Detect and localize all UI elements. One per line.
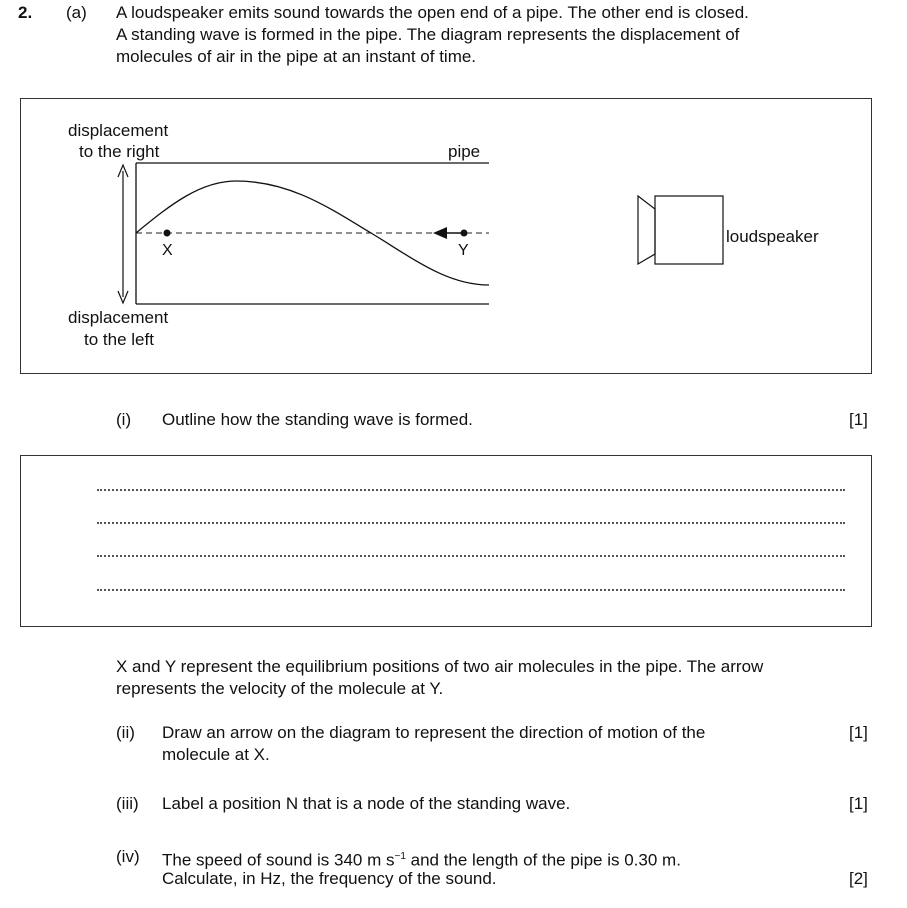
answer-line-2[interactable] xyxy=(97,522,845,524)
standing-wave-diagram xyxy=(21,99,871,373)
part-i-number: (i) xyxy=(116,410,132,429)
answer-line-4[interactable] xyxy=(97,589,845,591)
part-iv-marks: [2] xyxy=(849,869,868,888)
velocity-arrowhead-y xyxy=(433,227,447,239)
label-displacement-right-2: to the right xyxy=(79,142,160,161)
intro-line-1: A loudspeaker emits sound towards the open end of a pipe. The other end is closed. xyxy=(116,3,749,22)
part-i-text: Outline how the standing wave is formed. xyxy=(162,410,473,429)
info-line-1: X and Y represent the equilibrium positions of two air molecules in the pipe. The arrow xyxy=(116,657,764,676)
info-line-2: represents the velocity of the molecule at Y. xyxy=(116,679,444,698)
part-ii-line-2: molecule at X. xyxy=(162,745,270,764)
loudspeaker-body-icon xyxy=(655,196,723,264)
part-iv-number: (iv) xyxy=(116,847,140,866)
label-displacement-left-1: displacement xyxy=(68,308,169,327)
label-y: Y xyxy=(458,242,469,259)
part-ii-marks: [1] xyxy=(849,723,868,742)
part-label: (a) xyxy=(66,3,87,22)
part-iv-text-b: and the length of the pipe is 0.30 m. xyxy=(405,850,681,870)
label-loudspeaker: loudspeaker xyxy=(726,227,819,246)
diagram-box xyxy=(20,98,872,374)
label-displacement-right-1: displacement xyxy=(68,121,169,140)
part-ii-number: (ii) xyxy=(116,723,135,742)
label-pipe: pipe xyxy=(448,142,481,161)
molecule-x-dot xyxy=(164,230,171,237)
label-displacement-left-2: to the left xyxy=(84,330,154,349)
part-iii-marks: [1] xyxy=(849,794,868,813)
answer-line-3[interactable] xyxy=(97,555,845,557)
answer-line-1[interactable] xyxy=(97,489,845,491)
part-iv-text-a: The speed of sound is 340 m s xyxy=(162,850,395,870)
label-x: X xyxy=(162,242,173,259)
question-number: 2. xyxy=(18,3,33,22)
part-iii-number: (iii) xyxy=(116,794,139,813)
intro-line-3: molecules of air in the pipe at an instant of time. xyxy=(116,47,477,66)
part-ii-line-1: Draw an arrow on the diagram to represent the direction of motion of the xyxy=(162,723,706,742)
part-i-marks: [1] xyxy=(849,410,868,429)
part-iv-superscript: −1 xyxy=(394,851,406,862)
loudspeaker-cone-icon xyxy=(638,196,655,264)
part-iii-text: Label a position N that is a node of the standing wave. xyxy=(162,794,571,813)
part-iv-line-2: Calculate, in Hz, the frequency of the sound. xyxy=(162,869,497,888)
intro-line-2: A standing wave is formed in the pipe. The diagram represents the displacement of xyxy=(116,25,740,44)
answer-box-i[interactable] xyxy=(20,455,872,627)
